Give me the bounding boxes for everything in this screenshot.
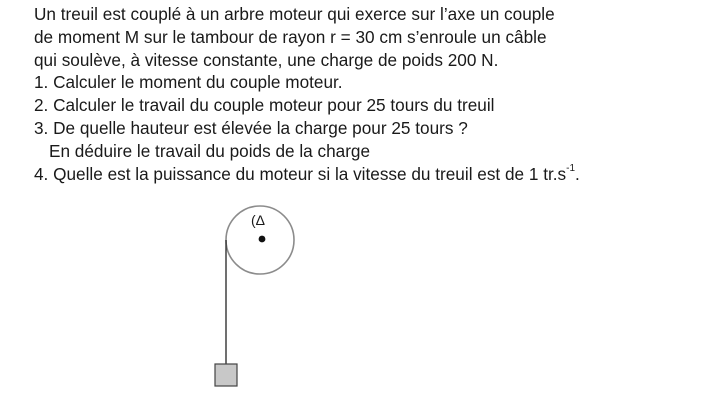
question-1: 1. Calculer le moment du couple moteur. [34, 72, 343, 93]
question-2: 2. Calculer le travail du couple moteur pour 25 tours du treuil [34, 95, 495, 116]
intro-line-2: de moment M sur le tambour de rayon r = 30 cm s’enroule un câble [34, 26, 547, 47]
question-4-end: . [575, 163, 580, 184]
load-block [215, 364, 237, 386]
question-4-exponent: -1 [566, 162, 576, 174]
intro-line-3: qui soulève, à vitesse constante, une charge de poids 200 N. [34, 49, 499, 70]
question-3-followup: En déduire le travail du poids de la charge [49, 140, 371, 161]
intro-line-1: Un treuil est couplé à un arbre moteur qui exerce sur l’axe un couple [34, 4, 555, 24]
rotation-axis-label: (Δ [251, 212, 266, 228]
axis-point [259, 236, 266, 243]
question-3: 3. De quelle hauteur est élevée la charge pour 25 tours ? [34, 117, 468, 138]
question-4-text: 4. Quelle est la puissance du moteur si la vitesse du treuil est de 1 tr.s [34, 163, 567, 184]
